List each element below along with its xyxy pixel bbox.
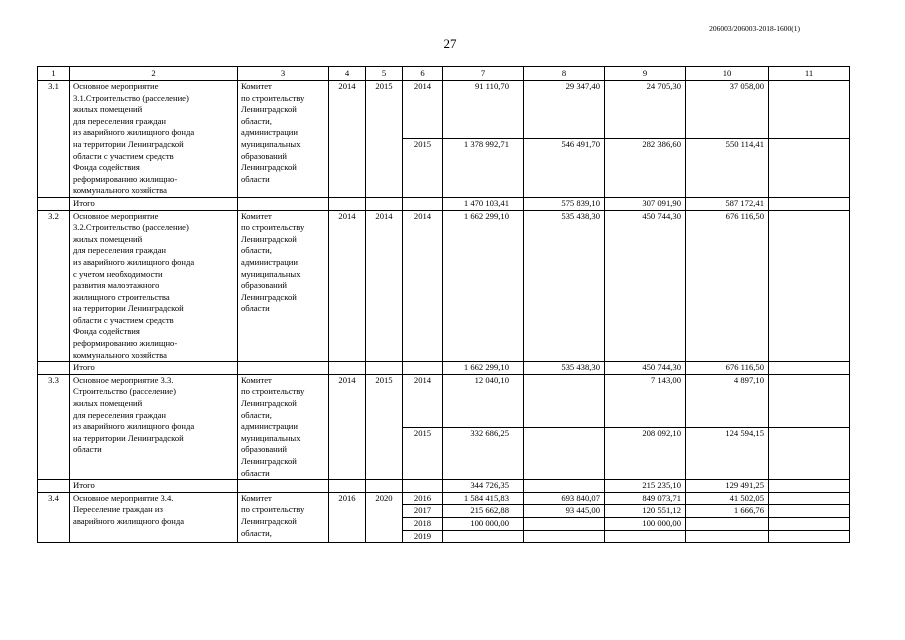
total-amount: 1 378 992,71 (443, 139, 524, 197)
measure-name-line: коммунального хозяйства (73, 349, 167, 360)
measure-name-line: аварийного жилищного фонда (73, 515, 185, 526)
measure-name-line: области (73, 444, 102, 455)
total-total-amount: 1 662 299,10 (443, 362, 524, 375)
measure-name-line: из аварийного жилищного фонда (73, 127, 195, 138)
empty-cell (366, 480, 403, 493)
federal-amount (524, 374, 605, 427)
total-amount: 1 662 299,10 (443, 210, 524, 362)
empty-cell (403, 197, 443, 210)
column-header: 7 (443, 67, 524, 81)
executor-line: области (241, 467, 270, 478)
federal-amount: 535 438,30 (524, 210, 605, 362)
measure-name-line: области с участием средств (73, 150, 174, 161)
total-federal-amount: 575 839,10 (524, 197, 605, 210)
financing-year: 2016 (403, 492, 443, 505)
total-amount: 332 686,25 (443, 427, 524, 480)
executor (238, 492, 329, 542)
regional-amount: 849 073,71 (605, 492, 686, 505)
start-year: 2016 (329, 492, 366, 542)
table-row (38, 81, 850, 139)
executor-line: по строительству (241, 504, 305, 515)
measure-name-line: с учетом необходимости (73, 268, 163, 279)
program-table (37, 66, 850, 543)
regional-amount: 450 744,30 (605, 210, 686, 362)
table-row (38, 374, 850, 427)
measure-name-line: на территории Ленинградской (73, 303, 184, 314)
measure-name-line: Строительство (расселение) (73, 386, 176, 397)
executor-line: области (241, 173, 270, 184)
end-year: 2015 (366, 374, 403, 479)
regional-amount: 24 705,30 (605, 81, 686, 139)
total-amount (443, 530, 524, 543)
measure-name (70, 374, 238, 479)
column-header: 5 (366, 67, 403, 81)
total-amount: 100 000,00 (443, 517, 524, 530)
executor-line: администрации (241, 256, 299, 267)
measure-name-line: Основное мероприятие (73, 210, 159, 221)
total-federal-amount (524, 480, 605, 493)
federal-amount (524, 517, 605, 530)
other-amount (769, 427, 850, 480)
federal-amount (524, 427, 605, 480)
start-year: 2014 (329, 374, 366, 479)
financing-year: 2014 (403, 374, 443, 427)
table-row (38, 210, 850, 362)
end-year: 2014 (366, 210, 403, 362)
measure-name-line: 3.1.Строительство (расселение) (73, 92, 189, 103)
local-amount: 124 594,15 (686, 427, 769, 480)
executor-line: по строительству (241, 222, 305, 233)
executor-line: по строительству (241, 92, 305, 103)
regional-amount: 208 092,10 (605, 427, 686, 480)
executor-line: Комитет (241, 492, 272, 503)
regional-amount: 100 000,00 (605, 517, 686, 530)
executor-line: области, (241, 527, 272, 538)
measure-name-line: жилых помещений (73, 233, 143, 244)
total-regional-amount: 450 744,30 (605, 362, 686, 375)
measure-name-line: развития малоэтажного (73, 280, 160, 291)
measure-name-line: на территории Ленинградской (73, 432, 184, 443)
total-local-amount: 587 172,41 (686, 197, 769, 210)
local-amount: 550 114,41 (686, 139, 769, 197)
total-other-amount (769, 480, 850, 493)
measure-name-line: жилых помещений (73, 398, 143, 409)
executor-line: образований (241, 280, 287, 291)
executor-line: Комитет (241, 210, 272, 221)
measure-number: 3.1 (38, 81, 70, 198)
total-other-amount (769, 362, 850, 375)
column-header-row (38, 67, 850, 81)
executor-line: Ленинградской (241, 291, 297, 302)
measure-number: 3.2 (38, 210, 70, 362)
empty-cell (238, 197, 329, 210)
executor-line: Комитет (241, 374, 272, 385)
empty-cell (238, 480, 329, 493)
measure-name-line: Основное мероприятие 3.4. (73, 492, 174, 503)
total-row (38, 197, 850, 210)
local-amount (686, 517, 769, 530)
column-header: 2 (70, 67, 238, 81)
empty-cell (403, 480, 443, 493)
total-other-amount (769, 197, 850, 210)
measure-name-line: области с участием средств (73, 314, 174, 325)
regional-amount: 7 143,00 (605, 374, 686, 427)
executor-line: муниципальных (241, 268, 301, 279)
regional-amount: 120 551,12 (605, 505, 686, 518)
executor-line: муниципальных (241, 138, 301, 149)
measure-name-line: из аварийного жилищного фонда (73, 256, 195, 267)
measure-name-line: Основное мероприятие (73, 81, 159, 91)
table-row (38, 492, 850, 505)
measure-name-line: жилых помещений (73, 104, 143, 115)
empty-cell (38, 480, 70, 493)
end-year: 2020 (366, 492, 403, 542)
other-amount (769, 517, 850, 530)
column-header: 3 (238, 67, 329, 81)
empty-cell (238, 362, 329, 375)
total-total-amount: 344 726,35 (443, 480, 524, 493)
financing-year: 2017 (403, 505, 443, 518)
measure-number: 3.4 (38, 492, 70, 542)
total-total-amount: 1 470 103,41 (443, 197, 524, 210)
measure-name-line: Фонда содействия (73, 162, 140, 173)
federal-amount: 546 491,70 (524, 139, 605, 197)
measure-name-line: для переселения граждан (73, 409, 166, 420)
executor-line: Ленинградской (241, 104, 297, 115)
executor (238, 374, 329, 479)
measure-name-line: 3.2.Строительство (расселение) (73, 222, 189, 233)
local-amount (686, 530, 769, 543)
measure-name-line: реформированию жилищно- (73, 173, 178, 184)
measure-name (70, 492, 238, 542)
financing-year: 2014 (403, 81, 443, 139)
total-row (38, 362, 850, 375)
executor (238, 210, 329, 362)
total-local-amount: 129 491,25 (686, 480, 769, 493)
local-amount: 41 502,05 (686, 492, 769, 505)
measure-name-line: реформированию жилищно- (73, 338, 178, 349)
page-number: 27 (443, 36, 457, 51)
total-amount: 215 662,88 (443, 505, 524, 518)
total-label: Итого (70, 480, 238, 493)
executor-line: администрации (241, 421, 299, 432)
measure-name-line: для переселения граждан (73, 245, 166, 256)
total-amount: 1 584 415,83 (443, 492, 524, 505)
total-federal-amount: 535 438,30 (524, 362, 605, 375)
measure-name-line: Переселение граждан из (73, 504, 163, 515)
column-header: 8 (524, 67, 605, 81)
total-label: Итого (70, 197, 238, 210)
other-amount (769, 505, 850, 518)
executor-line: образований (241, 444, 287, 455)
other-amount (769, 530, 850, 543)
measure-name-line: для переселения граждан (73, 115, 166, 126)
empty-cell (403, 362, 443, 375)
executor-line: области (241, 303, 270, 314)
executor-line: Ленинградской (241, 515, 297, 526)
total-row (38, 480, 850, 493)
executor-line: администрации (241, 127, 299, 138)
total-regional-amount: 307 091,90 (605, 197, 686, 210)
column-header: 6 (403, 67, 443, 81)
other-amount (769, 81, 850, 139)
other-amount (769, 492, 850, 505)
measure-name (70, 81, 238, 198)
total-amount: 12 040,10 (443, 374, 524, 427)
local-amount: 1 666,76 (686, 505, 769, 518)
executor-line: образований (241, 150, 287, 161)
executor-line: Ленинградской (241, 456, 297, 466)
empty-cell (366, 362, 403, 375)
local-amount: 37 058,00 (686, 81, 769, 139)
executor (238, 81, 329, 198)
regional-amount: 282 386,60 (605, 139, 686, 197)
document-code: 206003/206003-2018-1600(1) (709, 24, 800, 33)
start-year: 2014 (329, 81, 366, 198)
measure-name-line: жилищного строительства (73, 291, 170, 302)
executor-line: Ленинградской (241, 398, 297, 409)
executor-line: области, (241, 409, 272, 420)
other-amount (769, 210, 850, 362)
empty-cell (38, 362, 70, 375)
executor-line: Ленинградской (241, 233, 297, 244)
measure-name-line: Основное мероприятие 3.3. (73, 374, 174, 385)
column-header: 9 (605, 67, 686, 81)
column-header: 1 (38, 67, 70, 81)
measure-name-line: Фонда содействия (73, 326, 140, 337)
financing-year: 2015 (403, 427, 443, 480)
measure-name-line: на территории Ленинградской (73, 138, 184, 149)
financing-year: 2019 (403, 530, 443, 543)
empty-cell (366, 197, 403, 210)
total-amount: 91 110,70 (443, 81, 524, 139)
empty-cell (329, 197, 366, 210)
empty-cell (329, 362, 366, 375)
column-header: 11 (769, 67, 850, 81)
executor-line: области, (241, 115, 272, 126)
empty-cell (329, 480, 366, 493)
financing-year: 2015 (403, 139, 443, 197)
federal-amount: 29 347,40 (524, 81, 605, 139)
financing-year: 2014 (403, 210, 443, 362)
start-year: 2014 (329, 210, 366, 362)
financing-year: 2018 (403, 517, 443, 530)
federal-amount: 693 840,07 (524, 492, 605, 505)
executor-line: муниципальных (241, 432, 301, 443)
executor-line: Комитет (241, 81, 272, 91)
local-amount: 4 897,10 (686, 374, 769, 427)
measure-number: 3.3 (38, 374, 70, 479)
federal-amount (524, 530, 605, 543)
measure-name-line: из аварийного жилищного фонда (73, 421, 195, 432)
end-year: 2015 (366, 81, 403, 198)
total-label: Итого (70, 362, 238, 375)
local-amount: 676 116,50 (686, 210, 769, 362)
regional-amount (605, 530, 686, 543)
executor-line: области, (241, 245, 272, 256)
empty-cell (38, 197, 70, 210)
executor-line: по строительству (241, 386, 305, 397)
column-header: 10 (686, 67, 769, 81)
executor-line: Ленинградской (241, 162, 297, 173)
other-amount (769, 139, 850, 197)
federal-amount: 93 445,00 (524, 505, 605, 518)
measure-name (70, 210, 238, 362)
column-header: 4 (329, 67, 366, 81)
measure-name-line: коммунального хозяйства (73, 185, 167, 196)
total-regional-amount: 215 235,10 (605, 480, 686, 493)
total-local-amount: 676 116,50 (686, 362, 769, 375)
other-amount (769, 374, 850, 427)
